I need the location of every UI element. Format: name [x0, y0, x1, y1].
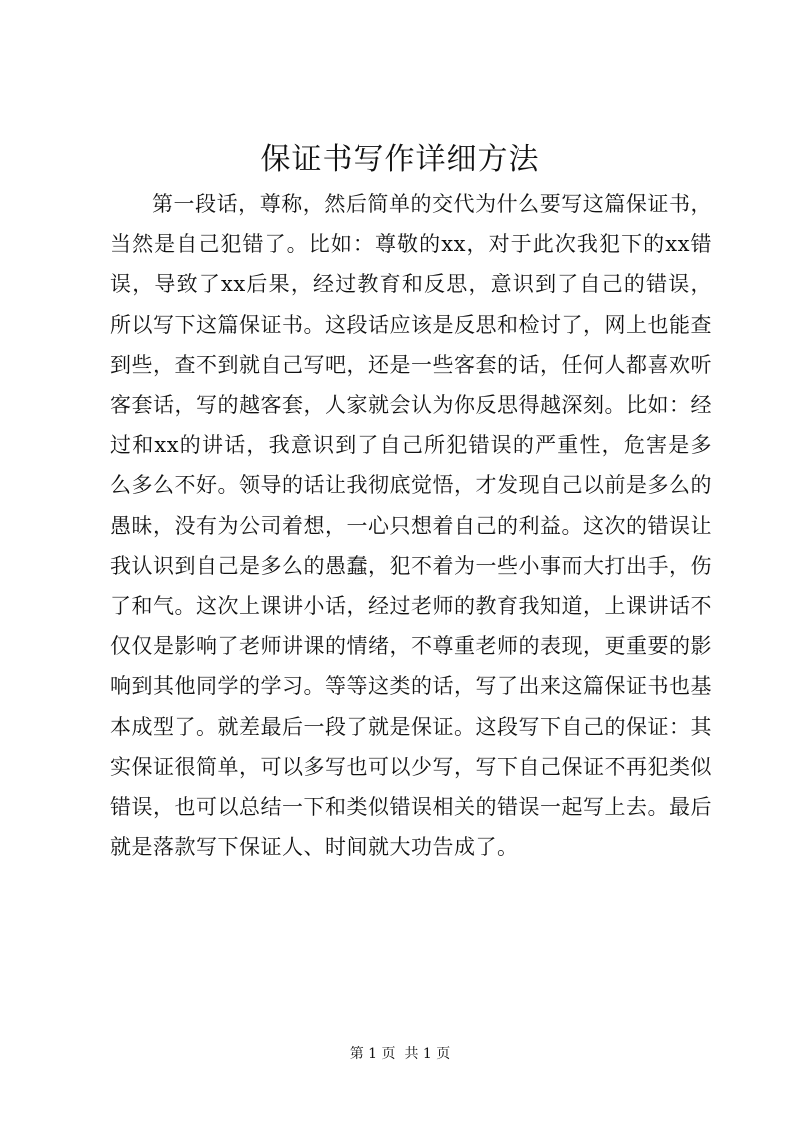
page-footer	[0, 1044, 800, 1064]
document-title: 保证书写作详细方法	[260, 142, 540, 177]
page-number: 第 1 页 共 1 页	[349, 1046, 451, 1062]
body-paragraph: 第一段话，尊称，然后简单的交代为什么要写这篇保证书，当然是自己犯错了。比如：尊敬的xx，对于此次我犯下的xx错误，导致了xx后果，经过教育和反思，意识到了自己的错误，所以写下这篇保证书。这段话应该是反思和检讨了，网上也能查到些，查不到就自己写吧，还是一些客套的话，任何人都喜欢听客套话，写的越客套，人家就会认为你反思得越深刻。比如：经过和xx的讲话，我意识到了自己所犯错误的严重性，危害是多么多么不好。领导的话让我彻底觉悟，才发现自己以前是多么的愚昧，没有为公司着想，一心只想着自己的利益。这次的错误让我认识到自己是多么的愚蠢，犯不着为一些小事而大打出手，伤了和气。这次上课讲小话，经过老师的教育我知道，上课讲话不仅仅是影响了老师讲课的情绪，不尊重老师的表现，更重要的影响到其他同学的学习。等等这类的话，写了出来这篇保证书也基本成型了。就差最后一段了就是保证。这段写下自己的保证：其实保证很简单，可以多写也可以少写，写下自己保证不再犯类似错误，也可以总结一下和类似错误相关的错误一起写上去。最后就是落款写下保证人、时间就大功告成了。	[110, 192, 712, 860]
